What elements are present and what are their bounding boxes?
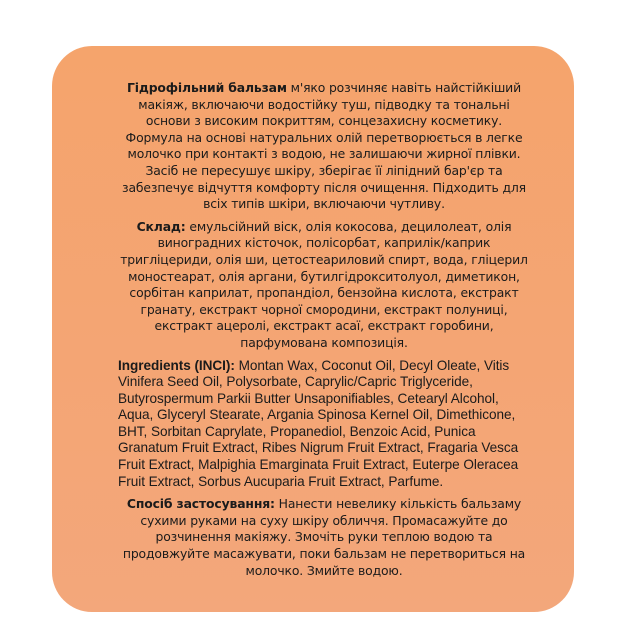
composition-paragraph [118,219,530,352]
usage-text: Нанести невелику кількість бальзаму сухими руками на суху шкіру обличчя. Промасажуйте до розчинення макіяжу. Змочіть руки теплою водою та продовжуйте масажувати, поки бальзам не перетвориться на молочко. Змийте водою. [122,496,526,578]
ingredients-paragraph [118,358,530,491]
ingredients-label: Ingredients (INCI): [118,357,235,373]
description-paragraph [118,80,530,213]
composition-text: емульсійний віск, олія кокосова, децилолеат, олія виноградних кісточок, полісорбат, каприлік/каприк тригліцериди, олія ши, цетостеариловий спирт, вода, гліцерил моностеарат, олія аргани, бутилгідрокситолуол, диметикон, сорбітан каприлат, пропандіол, бензойна кислота, екстракт гранату, екстракт чорної смородини, екстракт полуниці, екстракт ацеролі, екстракт асаї, екстракт горобини, парфумована композиція. [120,218,528,350]
label-text-content [118,80,530,585]
composition-label: Склад: [136,218,186,234]
usage-paragraph [118,496,530,579]
description-text: м'яко розчиняє навіть найстійкіший макіяж, включаючи водостійку туш, підводку та тональні основи з високим покриттям, сонцезахисну косметику. Формула на основі натуральних олій перетворюється в легке молочко при контакті з водою, не залишаючи жирної плівки. Засіб не пересушує шкіру, зберігає її ліпідний бар'єр та забезпечує відчуття комфорту після очищення. Підходить для всіх типів шкіри, включаючи чутливу. [122,80,526,212]
ingredients-text: Montan Wax, Coconut Oil, Decyl Oleate, Vitis Vinifera Seed Oil, Polysorbate, Caprylic/Capric Triglyceride, Butyrospermum Parkii Butter Unsaponifiables, Cetearyl Alcohol, Aqua, Glyceryl Stearate, Argania Spinosa Kernel Oil, Dimethicone, BHT, Sorbitan Caprylate, Propanediol, Benzoic Acid, Punica Granatum Fruit Extract, Ribes Nigrum Fruit Extract, Fragaria Vesca Fruit Extract, Malpighia Emarginata Fruit Extract, Euterpe Oleracea Fruit Extract, Sorbus Aucuparia Fruit Extract, Parfume. [118,357,519,489]
usage-label: Спосіб застосування: [126,496,275,512]
description-label: Гідрофільний бальзам [127,80,287,95]
